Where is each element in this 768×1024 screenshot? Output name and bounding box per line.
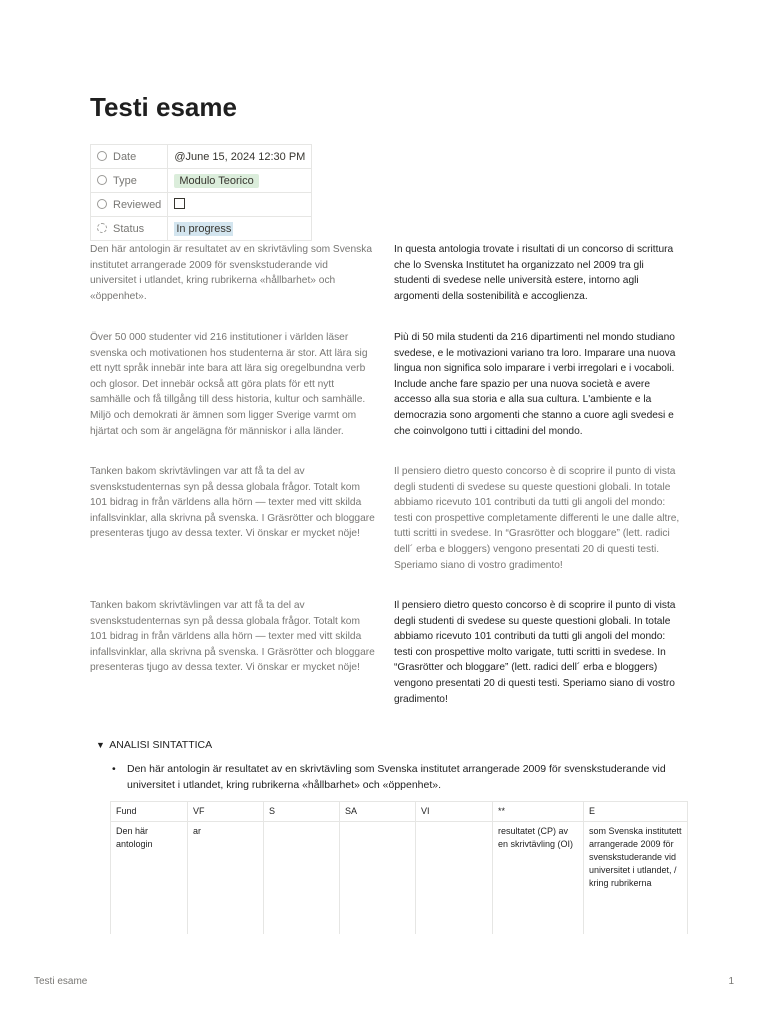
type-tag[interactable]: Modulo Teorico (174, 174, 258, 188)
table-header-cell[interactable]: SA (340, 802, 416, 822)
bullet-text: Den här antologin är resultatet av en skrivtävling som Svenska institutet arrangerade 2009 för svenskstuderande vid universitet i utlandet, kring rubrikerna «hållbarhet» och «öppenhet». (127, 763, 666, 791)
table-cell[interactable]: som Svenska institutett arrangerade 2009 för svenskstuderande vid universitet i utlandet, / kring rubrikerna (584, 822, 688, 935)
italian-paragraph: Il pensiero dietro questo concorso è di scoprire il punto di vista degli studenti di svedese su queste questioni globali. In totale abbiamo ricevuto 101 contributi da tutti gli angoli del mondo: testi con prospettive molto varigate, tutti scritti in svedese. In “Grasrötter och bloggare” (lett. radici dell´ erba e bloggers) vengono presentati 20 di questi testi. Speriamo siano di vostro gradimento! (394, 600, 676, 705)
swedish-paragraph: Den här antologin är resultatet av en skrivtävling som Svenska institutet arrangerade 2009 för svenskstuderande vid universitet i utlandet, kring rubrikerna «hållbarhet» och «öppenhet». (90, 244, 372, 302)
status-tag[interactable]: In progress (176, 222, 232, 235)
property-name: Type (113, 174, 137, 187)
swedish-paragraph: Över 50 000 studenter vid 216 institutioner i världen läser svenska och motivationen hos studenterna är stor. Att lära sig ett nytt språk innebär inte bara att lära sig oregelbundna verb och glosor. Det innebär också att göra plats för ett nytt samhälle och få tillgång till dess historia, kultur och samhälle. Miljö och demokrati är ämnen som ligger Sverige varmt om hjärtat och som är angelägna för människor i alla länder. (90, 332, 368, 437)
table-cell[interactable] (340, 822, 416, 935)
analysis-table (110, 801, 688, 934)
table-cell[interactable]: resultatet (CP) av en skrivtävling (OI) (493, 822, 584, 935)
swedish-paragraph: Tanken bakom skrivtävlingen var att få ta del av svenskstudenternas syn på dessa globala frågor. Totalt kom 101 bidrag in från världens alla hörn — texter med vitt skilda infallsvinklar, alla skrivna på svenska. I Gräsrötter och bloggare presenteras tjugo av dessa texter. Vi önskar er mycket nöje! (90, 466, 375, 540)
page-title: Testi esame (90, 92, 237, 122)
bullet-dot-icon: • (112, 763, 116, 775)
table-header-cell[interactable]: E (584, 802, 688, 822)
clock-icon (97, 151, 107, 161)
toggle-title: ANALISI SINTATTICA (109, 739, 213, 751)
properties-table (90, 144, 312, 241)
status-icon (97, 223, 107, 233)
property-row-reviewed[interactable] (91, 193, 312, 217)
table-cell[interactable] (416, 822, 493, 935)
toggle-down-icon[interactable]: ▼ (96, 740, 105, 750)
italian-paragraph: In questa antologia trovate i risultati di un concorso di scrittura che lo Svenska Institutet ha organizzato nel 2009 tra gli studenti di svedese nelle università estere, intorno agli argomenti della sostenibilità e accoglienza. (394, 244, 674, 302)
table-row (111, 822, 688, 935)
property-row-date[interactable] (91, 145, 312, 169)
property-name: Date (113, 150, 137, 163)
checkbox-property-icon (97, 199, 107, 209)
property-row-status[interactable] (91, 217, 312, 241)
date-value[interactable]: @June 15, 2024 12:30 PM (168, 145, 312, 169)
table-header-row (111, 802, 688, 822)
bullet-item (112, 761, 672, 793)
property-name: Status (113, 222, 145, 235)
table-cell[interactable]: Den här antologin (111, 822, 188, 935)
property-name: Reviewed (113, 198, 162, 211)
property-row-type[interactable] (91, 169, 312, 193)
select-icon (97, 175, 107, 185)
page-number: 1 (728, 976, 734, 987)
table-cell[interactable]: ar (188, 822, 264, 935)
table-header-cell[interactable]: VF (188, 802, 264, 822)
italian-paragraph: Il pensiero dietro questo concorso è di scoprire il punto di vista degli studenti di svedese su queste questioni globali. In totale abbiamo ricevuto 101 contributi da tutti gli angoli del mondo: testi con prospettive completamente differenti le une dalle altre, tutti scritti in svedese. In “Grasrötter och bloggare” (lett. radici dell´ erba e bloggers) vengono presentati 20 di questi testi. Speriamo siano di vostro gradimento! (394, 466, 680, 571)
italian-paragraph: Più di 50 mila studenti da 216 dipartimenti nel mondo studiano svedese, e le motivazioni variano tra loro. Imparare una nuova lingua non significa solo imparare i verbi irregolari e i vocaboli. Include anche fare spazio per una nuova società e avere accesso alla sua storia e alla sua cultura. L'ambiente e la democrazia sono argomenti che stanno a cuore agli svedesi e che coinvolgono tutti i cittadini del mondo. (394, 332, 676, 437)
swedish-paragraph: Tanken bakom skrivtävlingen var att få ta del av svenskstudenternas syn på dessa globala frågor. Totalt kom 101 bidrag in från världens alla hörn — texter med vitt skilda infallsvinklar, alla skrivna på svenska. I Gräsrötter och bloggare presenteras tjugo av dessa texter. Vi önskar er mycket nöje! (90, 600, 375, 674)
table-header-cell[interactable]: VI (416, 802, 493, 822)
reviewed-checkbox[interactable] (174, 198, 185, 209)
table-header-cell[interactable]: Fund (111, 802, 188, 822)
footer-title: Testi esame (34, 976, 88, 987)
table-header-cell[interactable]: ** (493, 802, 584, 822)
table-cell[interactable] (264, 822, 340, 935)
table-header-cell[interactable]: S (264, 802, 340, 822)
analysis-toggle[interactable] (96, 739, 212, 751)
